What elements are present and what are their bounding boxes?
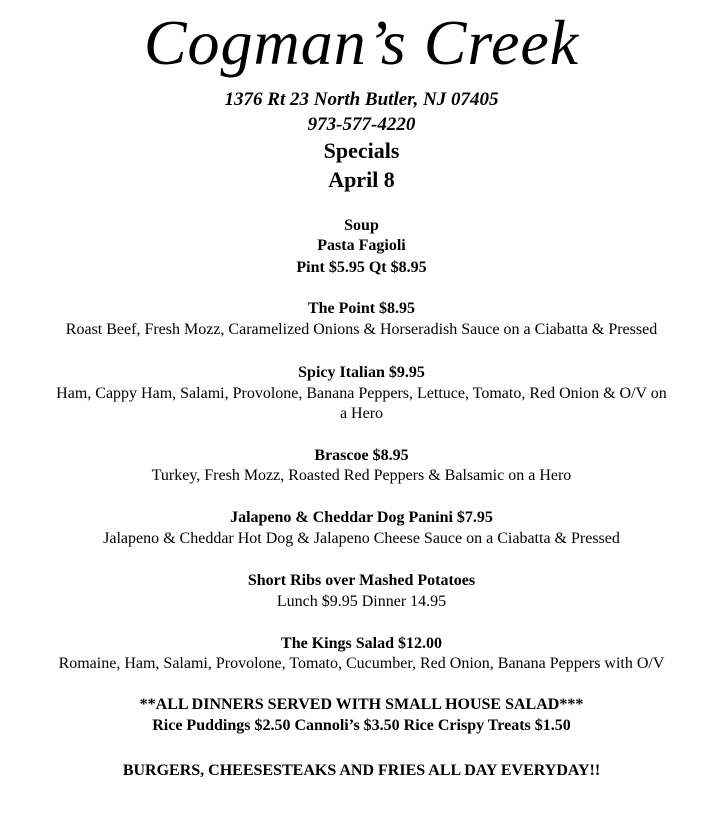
- soup-name: Pasta Fagioli: [317, 237, 406, 254]
- item-name: Brascoe $8.95: [314, 447, 409, 464]
- restaurant-name: Cogman’s Creek: [143, 7, 580, 78]
- item-desc-cont: a Hero: [339, 405, 384, 422]
- burgers-note: BURGERS, CHEESESTEAKS AND FRIES ALL DAY EVERYDAY!!: [122, 762, 601, 779]
- item-name: Short Ribs over Mashed Potatoes: [247, 572, 476, 589]
- dinners-note: **ALL DINNERS SERVED WITH SMALL HOUSE SALAD***: [139, 696, 584, 713]
- item-name: Spicy Italian $9.95: [298, 364, 425, 381]
- item-name: The Kings Salad $12.00: [281, 635, 442, 652]
- item-desc: Lunch $9.95 Dinner 14.95: [276, 593, 447, 610]
- item-desc: Turkey, Fresh Mozz, Roasted Red Peppers & Balsamic on a Hero: [151, 467, 572, 484]
- desserts-line: Rice Puddings $2.50 Cannoli’s $3.50 Rice Crispy Treats $1.50: [152, 717, 571, 734]
- item-desc: Ham, Cappy Ham, Salami, Provolone, Banana Peppers, Lettuce, Tomato, Red Onion & O/V on: [56, 385, 667, 402]
- item-desc: Roast Beef, Fresh Mozz, Caramelized Onions & Horseradish Sauce on a Ciabatta & Pressed: [65, 321, 658, 338]
- address: 1376 Rt 23 North Butler, NJ 07405: [224, 89, 499, 110]
- soup-price: Pint $5.95 Qt $8.95: [296, 259, 427, 276]
- phone: 973-577-4220: [307, 114, 416, 135]
- specials-heading: Specials: [323, 138, 400, 163]
- soup-label: Soup: [344, 217, 379, 234]
- item-desc: Romaine, Ham, Salami, Provolone, Tomato, Cucumber, Red Onion, Banana Peppers with O/V: [58, 655, 665, 672]
- date-heading: April 8: [328, 167, 395, 192]
- item-name: Jalapeno & Cheddar Dog Panini $7.95: [230, 509, 493, 526]
- item-name: The Point $8.95: [307, 300, 416, 317]
- item-desc: Jalapeno & Cheddar Hot Dog & Jalapeno Cheese Sauce on a Ciabatta & Pressed: [103, 530, 620, 547]
